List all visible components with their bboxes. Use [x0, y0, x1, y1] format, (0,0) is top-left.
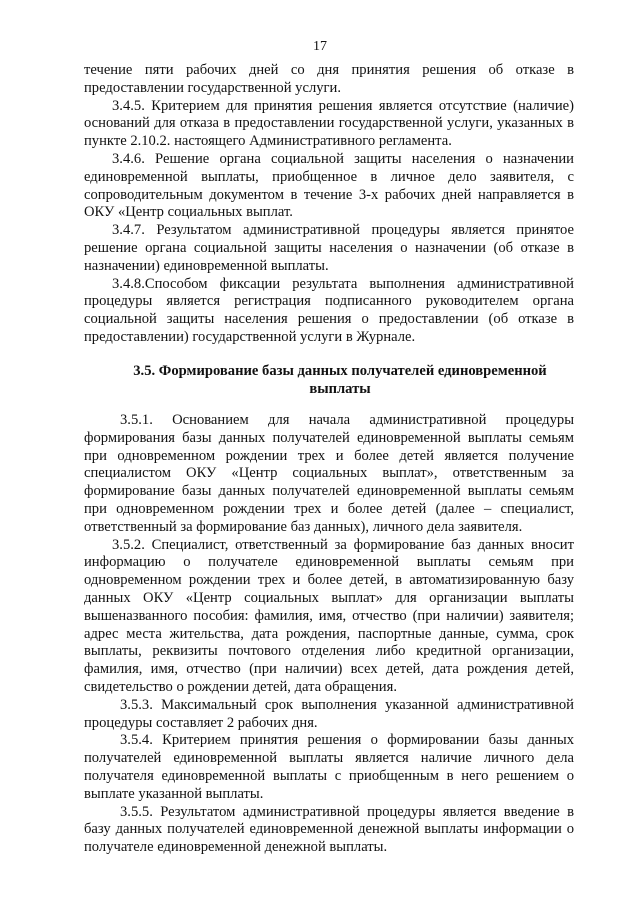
- section-heading: 3.5. Формирование базы данных получателей единовременной выплаты: [133, 363, 547, 397]
- paragraph-3-5-1: 3.5.1. Основанием для начала административной процедуры формирования базы данных получателей единовременной выплаты семьям при одновременном рождении трех и более детей является получение специалистом ОКУ «Центр социальных выплат», ответственным за формирование базы данных получателей единовременной выплаты семьям при одновременном рождении трех и более детей (далее – специалист, ответственный за формирование баз данных), личного дела заявителя.: [84, 412, 574, 535]
- text-block-top: [84, 62, 574, 347]
- paragraph-3-4-7: 3.4.7. Результатом административной процедуры является принятое решение органа социальной защиты населения о назначении (об отказе в назначении) единовременной выплаты.: [84, 222, 574, 274]
- paragraph-3-5-2: 3.5.2. Специалист, ответственный за формирование баз данных вносит информацию о получателе единовременной выплаты семьям при одновременном рождении трех и более детей, в автоматизированную базу данных ОКУ «Центр социальных выплат» для организации выплаты вышеназванного пособия: фамилия, имя, отчество (при наличии) заявителя; адрес места жительства, дата рождения, паспортные данные, сумма, срок выплаты, реквизиты почтового отделения либо кредитной организации, фамилия, имя, отчество (при наличии) всех детей, дата рождения детей, свидетельство о рождении детей, дата обращения.: [84, 536, 574, 695]
- section-heading-wrap: [120, 362, 560, 398]
- page-number: 17: [313, 39, 327, 54]
- paragraph-3-5-3: 3.5.3. Максимальный срок выполнения указанной административной процедуры составляет 2 рабочих дня.: [84, 696, 574, 731]
- paragraph-3-5-4: 3.5.4. Критерием принятия решения о формировании базы данных получателей единовременной выплаты является наличие личного дела получателя единовременной выплаты с приобщенным в него решением о выплате указанной выплаты.: [84, 732, 574, 802]
- paragraph-3-4-5: 3.4.5. Критерием для принятия решения является отсутствие (наличие) оснований для отказа в предоставлении государственной услуги, указанных в пункте 2.10.2. настоящего Административного регламента.: [84, 97, 574, 150]
- text-block-bottom: [84, 412, 574, 857]
- paragraph-continuation: течение пяти рабочих дней со дня принятия решения об отказе в предоставлении государственной услуги.: [84, 62, 574, 96]
- paragraph-3-5-5: 3.5.5. Результатом административной процедуры является введение в базу данных получателей единовременной денежной выплаты информации о получателе единовременной денежной выплаты.: [84, 803, 574, 856]
- paragraph-3-4-6: 3.4.6. Решение органа социальной защиты населения о назначении единовременной выплаты, приобщенное в личное дело заявителя, с сопроводительным документом в течение 3-х рабочих дней направляется в ОКУ «Центр социальных выплат.: [84, 150, 574, 221]
- paragraph-3-4-8: 3.4.8.Способом фиксации результата выполнения административной процедуры является регистрация подписанного руководителем органа социальной защиты населения решения о предоставлении (об отказе в предоставлении) государственной услуги в Журнале.: [84, 275, 574, 345]
